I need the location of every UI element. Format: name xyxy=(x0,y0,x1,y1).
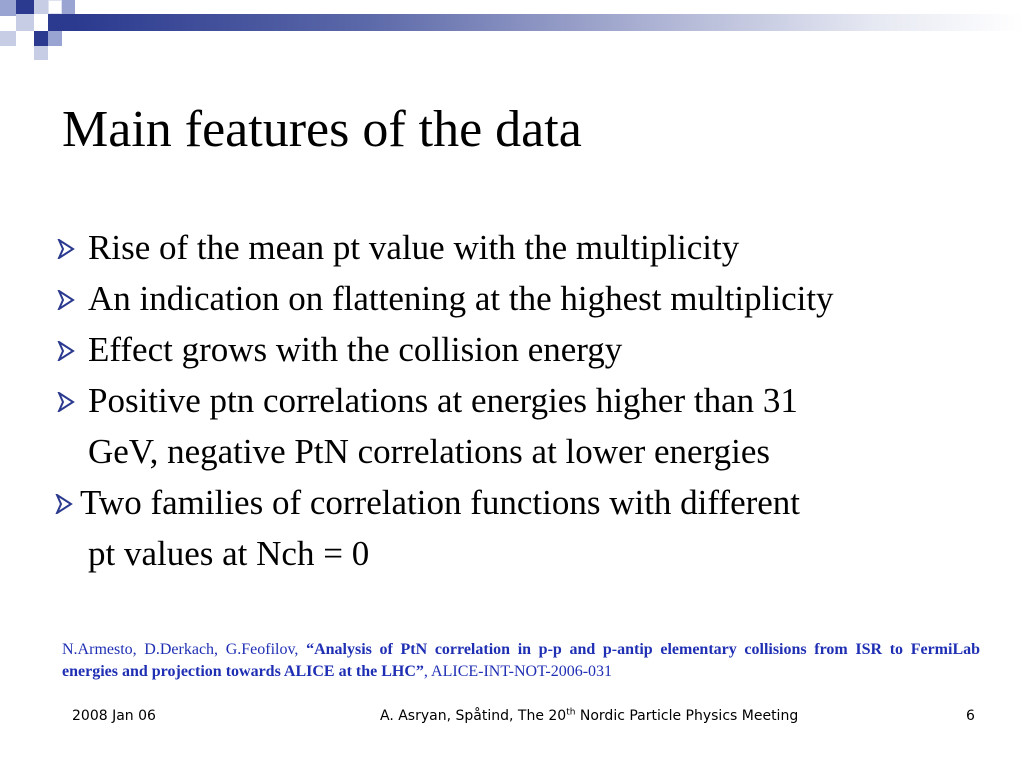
deco-square-light-3 xyxy=(62,0,75,14)
deco-square-light-4 xyxy=(16,14,34,31)
header-gradient-bar xyxy=(75,14,1024,31)
bullet-item xyxy=(55,324,1015,375)
arrow-bullet-icon xyxy=(55,494,73,514)
deco-square-light-5 xyxy=(0,31,16,46)
bullet-text: Effect grows with the collision energy xyxy=(88,330,623,369)
bullet-item xyxy=(55,477,1015,579)
bullet-item xyxy=(55,222,1015,273)
footer-meeting xyxy=(380,706,798,726)
deco-square-light-7 xyxy=(34,46,48,60)
deco-square-dark-1 xyxy=(16,0,34,14)
footer-meeting-superscript: th xyxy=(566,707,576,718)
deco-square-light-6 xyxy=(48,31,62,46)
deco-square-light-1 xyxy=(0,0,16,16)
bullet-text-continuation: pt values at Nch = 0 xyxy=(88,534,370,573)
deco-square-white-1 xyxy=(48,0,62,14)
footer-meeting-suffix: Nordic Particle Physics Meeting xyxy=(575,708,799,724)
page-number: 6 xyxy=(966,708,975,724)
reference-authors: N.Armesto, D.Derkach, G.Feofilov, xyxy=(62,641,299,658)
bullet-text: Positive ptn correlations at energies higher than 31 xyxy=(88,381,798,420)
reference-title: “Analysis of PtN correlation in p-p and p-antip elementary collisions from ISR to FermiLab energies and projection towards ALICE at the LHC” xyxy=(62,641,981,680)
deco-square-dark-2 xyxy=(48,14,75,31)
footer-meeting-prefix: A. Asryan, Spåtind, The 20 xyxy=(380,708,567,724)
deco-square-dark-3 xyxy=(34,31,48,46)
arrow-bullet-icon xyxy=(57,239,75,259)
footer-date: 2008 Jan 06 xyxy=(72,708,156,724)
bullet-text: Two families of correlation functions with different xyxy=(80,483,801,522)
arrow-bullet-icon xyxy=(57,290,75,310)
bullet-text-continuation: GeV, negative PtN correlations at lower energies xyxy=(88,432,770,471)
reference-note xyxy=(62,639,980,683)
arrow-bullet-icon xyxy=(57,341,75,361)
reference-document-id: , ALICE-INT-NOT-2006-031 xyxy=(423,663,613,680)
bullet-text: Rise of the mean pt value with the multiplicity xyxy=(88,228,740,267)
bullet-item xyxy=(55,273,1015,324)
slide-title: Main features of the data xyxy=(62,101,582,158)
deco-square-light-2 xyxy=(34,0,48,14)
bullet-item xyxy=(55,375,1015,477)
bullet-list xyxy=(55,222,1015,579)
bullet-text: An indication on flattening at the highest multiplicity xyxy=(88,279,834,318)
arrow-bullet-icon xyxy=(57,392,75,412)
